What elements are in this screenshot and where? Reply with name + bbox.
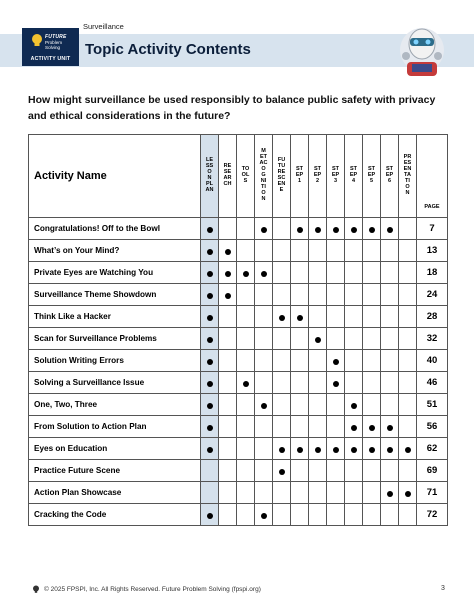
table-body <box>29 218 448 526</box>
bullet-dot-icon <box>279 469 285 475</box>
table-row <box>29 482 448 504</box>
page-number-cell: 28 <box>417 306 448 328</box>
mark-cell <box>309 394 327 416</box>
mark-cell <box>327 482 345 504</box>
mark-cell <box>327 218 345 240</box>
mark-cell <box>309 218 327 240</box>
mark-cell <box>237 284 255 306</box>
mark-cell <box>363 262 381 284</box>
mark-cell <box>201 306 219 328</box>
mark-cell <box>201 262 219 284</box>
bullet-dot-icon <box>351 403 357 409</box>
mark-cell <box>327 350 345 372</box>
mark-cell <box>327 372 345 394</box>
mark-cell <box>381 504 399 526</box>
mark-cell <box>273 504 291 526</box>
mark-cell <box>381 438 399 460</box>
mark-cell <box>201 438 219 460</box>
column-header-step-2: STEP 2 <box>309 135 327 218</box>
table-row <box>29 240 448 262</box>
mark-cell <box>291 306 309 328</box>
table-row <box>29 218 448 240</box>
bullet-dot-icon <box>261 271 267 277</box>
mark-cell <box>237 482 255 504</box>
mark-cell <box>201 460 219 482</box>
mark-cell <box>363 394 381 416</box>
mark-cell <box>399 218 417 240</box>
mark-cell <box>345 372 363 394</box>
mark-cell <box>273 350 291 372</box>
page-number-cell: 71 <box>417 482 448 504</box>
breadcrumb: Surveillance <box>83 22 124 31</box>
mark-cell <box>291 262 309 284</box>
mark-cell <box>381 482 399 504</box>
bullet-dot-icon <box>333 227 339 233</box>
mark-cell <box>201 504 219 526</box>
bullet-dot-icon <box>351 227 357 233</box>
mark-cell <box>237 240 255 262</box>
activity-name: What’s on Your Mind? <box>29 240 201 262</box>
page-number-cell: 13 <box>417 240 448 262</box>
bullet-dot-icon <box>333 447 339 453</box>
table-row <box>29 416 448 438</box>
fps-logo <box>22 28 79 66</box>
mark-cell <box>327 240 345 262</box>
column-header-future-scene: FUTURE SCENE <box>273 135 291 218</box>
mark-cell <box>309 328 327 350</box>
bullet-dot-icon <box>297 447 303 453</box>
mark-cell <box>255 284 273 306</box>
mark-cell <box>327 394 345 416</box>
mark-cell <box>363 240 381 262</box>
mark-cell <box>255 240 273 262</box>
mark-cell <box>345 262 363 284</box>
mark-cell <box>291 394 309 416</box>
bullet-dot-icon <box>315 337 321 343</box>
mark-cell <box>399 504 417 526</box>
mark-cell <box>237 350 255 372</box>
mark-cell <box>273 460 291 482</box>
mark-cell <box>255 482 273 504</box>
table-row <box>29 460 448 482</box>
column-header-presentation: PRESENTATION <box>399 135 417 218</box>
mark-cell <box>327 284 345 306</box>
mark-cell <box>399 460 417 482</box>
mark-cell <box>399 350 417 372</box>
mark-cell <box>201 240 219 262</box>
mark-cell <box>255 328 273 350</box>
activity-name: Cracking the Code <box>29 504 201 526</box>
page-number-cell: 56 <box>417 416 448 438</box>
page-title: Topic Activity Contents <box>85 41 251 58</box>
mark-cell <box>399 240 417 262</box>
mark-cell <box>381 460 399 482</box>
page-number: 3 <box>441 585 445 592</box>
mark-cell <box>381 284 399 306</box>
column-header-lesson-plan: LESSON PLAN <box>201 135 219 218</box>
mark-cell <box>399 372 417 394</box>
mark-cell <box>255 306 273 328</box>
mark-cell <box>309 372 327 394</box>
mark-cell <box>399 262 417 284</box>
bullet-dot-icon <box>207 513 213 519</box>
page-number-cell: 18 <box>417 262 448 284</box>
page-number-cell: 62 <box>417 438 448 460</box>
table-row <box>29 306 448 328</box>
mark-cell <box>201 482 219 504</box>
mark-cell <box>363 460 381 482</box>
mark-cell <box>291 416 309 438</box>
mark-cell <box>201 328 219 350</box>
mark-cell <box>345 306 363 328</box>
mark-cell <box>309 438 327 460</box>
mark-cell <box>219 504 237 526</box>
bullet-dot-icon <box>207 425 213 431</box>
column-header-step-4: STEP 4 <box>345 135 363 218</box>
bullet-dot-icon <box>387 425 393 431</box>
mark-cell <box>237 262 255 284</box>
mark-cell <box>309 482 327 504</box>
bullet-dot-icon <box>207 447 213 453</box>
mark-cell <box>219 284 237 306</box>
mark-cell <box>237 504 255 526</box>
mark-cell <box>237 394 255 416</box>
mark-cell <box>363 218 381 240</box>
fpspi-logo-icon <box>32 585 40 593</box>
mark-cell <box>219 372 237 394</box>
activity-name: Solving a Surveillance Issue <box>29 372 201 394</box>
mark-cell <box>255 504 273 526</box>
mark-cell <box>201 394 219 416</box>
activity-name: Solution Writing Errors <box>29 350 201 372</box>
page-number-cell: 69 <box>417 460 448 482</box>
activity-name: Think Like a Hacker <box>29 306 201 328</box>
activity-name: Congratulations! Off to the Bowl <box>29 218 201 240</box>
mark-cell <box>219 306 237 328</box>
bullet-dot-icon <box>207 403 213 409</box>
mark-cell <box>399 328 417 350</box>
mark-cell <box>399 306 417 328</box>
mark-cell <box>363 482 381 504</box>
mark-cell <box>381 306 399 328</box>
bullet-dot-icon <box>261 227 267 233</box>
mark-cell <box>219 416 237 438</box>
bullet-dot-icon <box>405 491 411 497</box>
mark-cell <box>273 372 291 394</box>
mark-cell <box>219 328 237 350</box>
surveillance-robot-illustration <box>397 20 447 80</box>
activity-name-header: Activity Name <box>29 135 201 218</box>
page-number-cell: 46 <box>417 372 448 394</box>
mark-cell <box>345 438 363 460</box>
mark-cell <box>291 482 309 504</box>
column-header-metacognition: METACOGNITION <box>255 135 273 218</box>
mark-cell <box>273 306 291 328</box>
table-row <box>29 394 448 416</box>
mark-cell <box>219 394 237 416</box>
mark-cell <box>291 460 309 482</box>
mark-cell <box>273 218 291 240</box>
bullet-dot-icon <box>279 315 285 321</box>
mark-cell <box>327 504 345 526</box>
footer <box>32 585 261 593</box>
mark-cell <box>237 218 255 240</box>
bullet-dot-icon <box>315 227 321 233</box>
mark-cell <box>273 416 291 438</box>
mark-cell <box>201 372 219 394</box>
bullet-dot-icon <box>243 381 249 387</box>
bullet-dot-icon <box>225 271 231 277</box>
copyright-text: © 2025 FPSPI, Inc. All Rights Reserved. Future Problem Solving (fpspi.org) <box>44 585 261 593</box>
table-row <box>29 350 448 372</box>
mark-cell <box>273 284 291 306</box>
activity-name: Scan for Surveillance Problems <box>29 328 201 350</box>
page-number-cell: 72 <box>417 504 448 526</box>
mark-cell <box>201 350 219 372</box>
mark-cell <box>237 372 255 394</box>
mark-cell <box>363 350 381 372</box>
bullet-dot-icon <box>225 293 231 299</box>
mark-cell <box>255 372 273 394</box>
page-number-cell: 51 <box>417 394 448 416</box>
mark-cell <box>201 284 219 306</box>
bullet-dot-icon <box>243 271 249 277</box>
mark-cell <box>345 504 363 526</box>
page-number-cell: 24 <box>417 284 448 306</box>
mark-cell <box>327 262 345 284</box>
bullet-dot-icon <box>315 447 321 453</box>
mark-cell <box>273 262 291 284</box>
mark-cell <box>237 328 255 350</box>
table-header-row <box>29 135 448 218</box>
mark-cell <box>255 218 273 240</box>
mark-cell <box>219 460 237 482</box>
bullet-dot-icon <box>279 447 285 453</box>
mark-cell <box>399 482 417 504</box>
table-row <box>29 504 448 526</box>
table-row <box>29 328 448 350</box>
mark-cell <box>291 350 309 372</box>
mark-cell <box>363 438 381 460</box>
mark-cell <box>363 328 381 350</box>
mark-cell <box>381 372 399 394</box>
mark-cell <box>381 394 399 416</box>
bullet-dot-icon <box>369 447 375 453</box>
table-row <box>29 372 448 394</box>
bullet-dot-icon <box>405 447 411 453</box>
page-number-cell: 7 <box>417 218 448 240</box>
mark-cell <box>255 262 273 284</box>
activity-name: Eyes on Education <box>29 438 201 460</box>
page-number-cell: 40 <box>417 350 448 372</box>
mark-cell <box>381 240 399 262</box>
column-header-step-6: STEP 6 <box>381 135 399 218</box>
mark-cell <box>309 350 327 372</box>
bullet-dot-icon <box>369 227 375 233</box>
mark-cell <box>219 438 237 460</box>
mark-cell <box>345 328 363 350</box>
mark-cell <box>255 394 273 416</box>
page-number-cell: 32 <box>417 328 448 350</box>
mark-cell <box>237 416 255 438</box>
mark-cell <box>399 438 417 460</box>
mark-cell <box>255 350 273 372</box>
column-header-step-5: STEP 5 <box>363 135 381 218</box>
mark-cell <box>201 416 219 438</box>
logo-activity-unit: ACTIVITY UNIT <box>30 56 71 62</box>
table-row <box>29 262 448 284</box>
mark-cell <box>381 262 399 284</box>
bullet-dot-icon <box>207 227 213 233</box>
mark-cell <box>345 394 363 416</box>
activity-name: Surveillance Theme Showdown <box>29 284 201 306</box>
mark-cell <box>363 416 381 438</box>
bullet-dot-icon <box>261 513 267 519</box>
mark-cell <box>327 416 345 438</box>
guiding-question: How might surveillance be used responsibly to balance public safety with privacy and ethical considerations in the future? <box>28 94 436 122</box>
mark-cell <box>291 240 309 262</box>
bullet-dot-icon <box>207 249 213 255</box>
mark-cell <box>309 284 327 306</box>
activity-name: One, Two, Three <box>29 394 201 416</box>
mark-cell <box>291 328 309 350</box>
bullet-dot-icon <box>297 227 303 233</box>
mark-cell <box>255 438 273 460</box>
mark-cell <box>309 262 327 284</box>
column-header-step-3: STEP 3 <box>327 135 345 218</box>
mark-cell <box>309 306 327 328</box>
mark-cell <box>345 218 363 240</box>
bullet-dot-icon <box>333 359 339 365</box>
activity-name: Private Eyes are Watching You <box>29 262 201 284</box>
bullet-dot-icon <box>225 249 231 255</box>
mark-cell <box>345 240 363 262</box>
bullet-dot-icon <box>333 381 339 387</box>
mark-cell <box>255 460 273 482</box>
mark-cell <box>399 394 417 416</box>
mark-cell <box>237 438 255 460</box>
column-header-step-1: STEP 1 <box>291 135 309 218</box>
bullet-dot-icon <box>207 271 213 277</box>
bullet-dot-icon <box>207 337 213 343</box>
mark-cell <box>327 438 345 460</box>
mark-cell <box>345 350 363 372</box>
bullet-dot-icon <box>387 447 393 453</box>
mark-cell <box>363 372 381 394</box>
mark-cell <box>363 306 381 328</box>
mark-cell <box>309 416 327 438</box>
mark-cell <box>273 438 291 460</box>
lightbulb-icon <box>30 33 44 47</box>
bullet-dot-icon <box>369 425 375 431</box>
mark-cell <box>345 284 363 306</box>
bullet-dot-icon <box>351 425 357 431</box>
mark-cell <box>327 306 345 328</box>
activity-contents-table <box>28 134 448 526</box>
mark-cell <box>291 438 309 460</box>
mark-cell <box>219 262 237 284</box>
mark-cell <box>309 460 327 482</box>
column-header-tools: TOOLS <box>237 135 255 218</box>
mark-cell <box>201 218 219 240</box>
mark-cell <box>309 240 327 262</box>
table-row <box>29 284 448 306</box>
mark-cell <box>219 482 237 504</box>
mark-cell <box>291 218 309 240</box>
mark-cell <box>273 394 291 416</box>
mark-cell <box>291 372 309 394</box>
mark-cell <box>219 350 237 372</box>
activity-name: Practice Future Scene <box>29 460 201 482</box>
mark-cell <box>273 240 291 262</box>
mark-cell <box>219 240 237 262</box>
bullet-dot-icon <box>387 491 393 497</box>
mark-cell <box>327 328 345 350</box>
mark-cell <box>255 416 273 438</box>
page-header: PAGE <box>417 135 448 218</box>
mark-cell <box>273 482 291 504</box>
table-row <box>29 438 448 460</box>
mark-cell <box>291 504 309 526</box>
mark-cell <box>291 284 309 306</box>
logo-text-future: FUTURE <box>45 34 67 40</box>
mark-cell <box>219 218 237 240</box>
bullet-dot-icon <box>387 227 393 233</box>
bullet-dot-icon <box>207 315 213 321</box>
bullet-dot-icon <box>207 381 213 387</box>
bullet-dot-icon <box>297 315 303 321</box>
activity-name: From Solution to Action Plan <box>29 416 201 438</box>
mark-cell <box>399 416 417 438</box>
column-header-research: RESEARCH <box>219 135 237 218</box>
bullet-dot-icon <box>207 293 213 299</box>
mark-cell <box>363 504 381 526</box>
mark-cell <box>381 328 399 350</box>
activity-name: Action Plan Showcase <box>29 482 201 504</box>
mark-cell <box>381 416 399 438</box>
bullet-dot-icon <box>351 447 357 453</box>
mark-cell <box>399 284 417 306</box>
mark-cell <box>363 284 381 306</box>
mark-cell <box>381 218 399 240</box>
mark-cell <box>237 306 255 328</box>
mark-cell <box>237 460 255 482</box>
mark-cell <box>345 482 363 504</box>
mark-cell <box>309 504 327 526</box>
mark-cell <box>327 460 345 482</box>
mark-cell <box>273 328 291 350</box>
mark-cell <box>345 416 363 438</box>
bullet-dot-icon <box>261 403 267 409</box>
bullet-dot-icon <box>207 359 213 365</box>
logo-text-problem-solving: Problem Solving <box>45 40 63 50</box>
mark-cell <box>381 350 399 372</box>
mark-cell <box>345 460 363 482</box>
